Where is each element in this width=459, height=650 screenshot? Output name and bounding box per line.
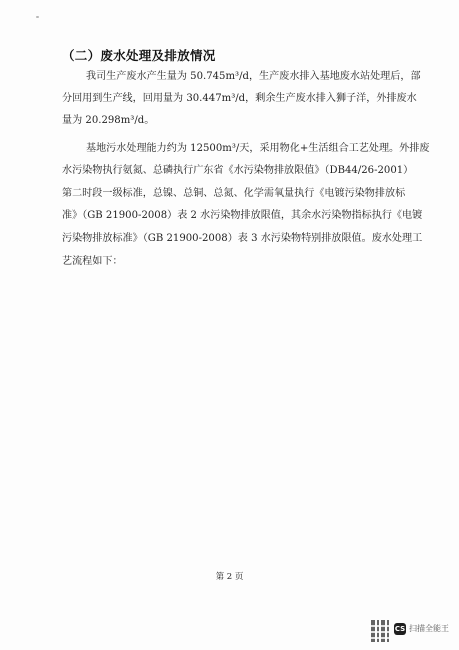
section-heading: （二）废水处理及排放情况 [62,48,216,63]
paragraph2-line2: 水污染物执行氨氮、总磷执行广东省《水污染物排放限值》（DB44/26-2001） [62,165,414,176]
paragraph2-line3: 第二时段一级标准，总镍、总铜、总氮、化学需氧量执行《电镀污染物排放标 [62,188,406,199]
paragraph2-line4: 准》（GB 21900-2008）表 2 水污染物排放限值，其余水污染物指标执行《电镀 [62,210,423,221]
qr-code-icon [369,620,391,642]
paragraph1-line3: 量为 20.298m³/d。 [62,115,155,126]
paragraph1-line1: 我司生产废水产生量为 50.745m³/d，生产废水排入基地废水站处理后，部 [86,71,421,82]
scanner-watermark-text: 扫描全能王 [409,624,449,633]
paragraph2-line6: 艺流程如下： [62,256,123,267]
paragraph1-line2: 分回用到生产线，回用量为 30.447m³/d，剩余生产废水排入狮子洋，外排废水 [62,93,417,104]
paragraph2-line1: 基地污水处理能力约为 12500m³/天，采用物化+生活组合工艺处理。外排废 [86,143,430,154]
scan-speck [36,16,39,18]
page-number: 第 2 页 [215,572,244,582]
paragraph2-line5: 污染物排放标准》（GB 21900-2008）表 3 水污染物特别排放限值。废水处理工 [62,233,423,244]
camscanner-logo-icon: CS [394,625,406,633]
